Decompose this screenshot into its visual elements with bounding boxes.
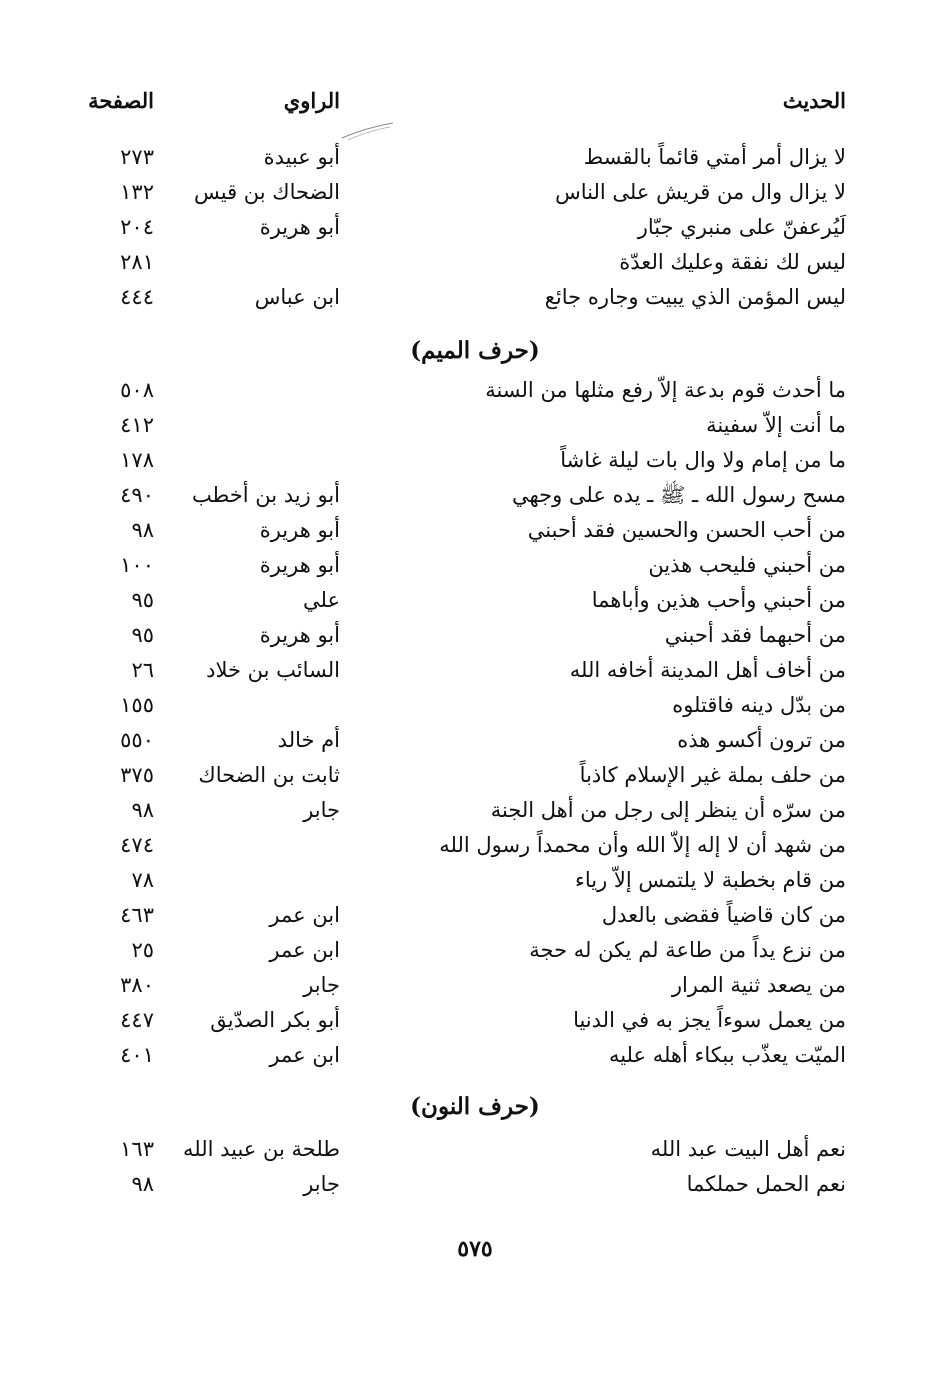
table-row <box>0 175 950 209</box>
page-reference: ٥٠٨ <box>120 378 154 402</box>
narrator-name: الضحاك بن قيس <box>193 180 340 204</box>
hadith-text: من أحبني وأحب هذين وأباهما <box>591 588 846 612</box>
table-row <box>0 443 950 477</box>
hadith-text: من قام بخطبة لا يلتمس إلاّ رياء <box>574 868 846 892</box>
table-row <box>0 210 950 244</box>
narrator-name: أبو زيد بن أخطب <box>191 483 340 507</box>
hadith-text: من نزع يداً من طاعة لم يكن له حجة <box>529 938 846 962</box>
narrator-name: طلحة بن عبيد الله <box>182 1137 340 1161</box>
table-row <box>0 245 950 279</box>
table-row <box>0 478 950 512</box>
page-reference: ٩٨ <box>131 1172 154 1196</box>
table-row <box>0 933 950 967</box>
page-reference: ١٥٥ <box>120 693 154 717</box>
page-reference: ٩٨ <box>131 798 154 822</box>
page-reference: ١٧٨ <box>120 448 154 472</box>
narrator-name: جابر <box>303 1172 340 1196</box>
page-reference: ٤٠١ <box>120 1043 154 1067</box>
hadith-text: من أحبهما فقد أحبني <box>664 623 846 647</box>
narrator-name: أبو هريرة <box>259 553 340 577</box>
narrator-name: أبو هريرة <box>259 518 340 542</box>
table-row <box>0 898 950 932</box>
table-row <box>0 280 950 314</box>
page-reference: ٩٥ <box>131 588 154 612</box>
table-row <box>0 723 950 757</box>
hadith-text: من حلف بملة غير الإسلام كاذباً <box>579 763 846 787</box>
hadith-text: الميّت يعذّب ببكاء أهله عليه <box>608 1043 846 1067</box>
table-row <box>0 653 950 687</box>
page-reference: ٤٤٤ <box>120 285 154 309</box>
table-row <box>0 793 950 827</box>
page-reference: ٥٥٠ <box>120 728 154 752</box>
table-row <box>0 1167 950 1201</box>
page-reference: ١٣٢ <box>120 180 154 204</box>
table-row <box>0 548 950 582</box>
page-reference: ٤٦٣ <box>120 903 154 927</box>
hadith-text: ما أنت إلاّ سفينة <box>706 413 846 437</box>
hadith-text: من يعمل سوءاً يجز به في الدنيا <box>573 1008 846 1032</box>
narrator-name: ثابت بن الضحاك <box>198 763 340 787</box>
page-reference: ٣٧٥ <box>120 763 154 787</box>
narrator-name: أم خالد <box>277 728 340 752</box>
hadith-text: من بدّل دينه فاقتلوه <box>672 693 846 717</box>
table-row <box>0 1003 950 1037</box>
hadith-text: ما من إمام ولا وال بات ليلة غاشاً <box>560 448 846 472</box>
hadith-text: من شهد أن لا إله إلاّ الله وأن محمداً رسول الله <box>439 833 846 857</box>
table-row <box>0 688 950 722</box>
section-title-noon: (حرف النون) <box>410 1093 540 1120</box>
table-row <box>0 408 950 442</box>
hadith-text: من أحب الحسن والحسين فقد أحبني <box>527 518 846 542</box>
table-row <box>0 863 950 897</box>
hadith-text: نعم الحمل حملكما <box>686 1172 846 1196</box>
table-row <box>0 1132 950 1166</box>
page-reference: ٣٨٠ <box>120 973 154 997</box>
table-row <box>0 373 950 407</box>
table-row <box>0 828 950 862</box>
narrator-name: السائب بن خلاد <box>206 658 340 682</box>
table-row <box>0 140 950 174</box>
page-reference: ٤٧٤ <box>120 833 154 857</box>
narrator-name: ابن عمر <box>269 903 340 927</box>
section-title-meem: (حرف الميم) <box>410 337 540 364</box>
table-row <box>0 583 950 617</box>
page-reference: ١٦٣ <box>120 1137 154 1161</box>
hadith-text: مسح رسول الله ـ ﷺ ـ يده على وجهي <box>511 483 846 507</box>
table-row <box>0 758 950 792</box>
hadith-text: ليس المؤمن الذي يبيت وجاره جائع <box>544 285 846 309</box>
table-row <box>0 968 950 1002</box>
table-header <box>0 86 950 116</box>
page-reference: ٢٥ <box>131 938 154 962</box>
hadith-text: لَيُرعفنّ على منبري جبّار <box>637 215 846 239</box>
hadith-text: ليس لك نفقة وعليك العدّة <box>619 250 846 274</box>
hadith-text: من سرّه أن ينظر إلى رجل من أهل الجنة <box>490 798 846 822</box>
table-row <box>0 513 950 547</box>
narrator-name: علي <box>303 588 340 612</box>
hadith-text: من كان قاضياً فقضى بالعدل <box>601 903 846 927</box>
page-reference: ٩٨ <box>131 518 154 542</box>
page-reference: ٢٨١ <box>120 250 154 274</box>
narrator-name: ابن عباس <box>254 285 340 309</box>
narrator-name: ابن عمر <box>269 938 340 962</box>
header-page: الصفحة <box>88 88 154 113</box>
pen-stroke-mark <box>340 120 395 142</box>
narrator-name: جابر <box>303 798 340 822</box>
page-reference: ٩٥ <box>131 623 154 647</box>
hadith-text: من أخاف أهل المدينة أخافه الله <box>569 658 846 682</box>
hadith-text: نعم أهل البيت عبد الله <box>650 1137 846 1161</box>
page-reference: ٤٤٧ <box>120 1008 154 1032</box>
hadith-text: ما أحدث قوم بدعة إلاّ رفع مثلها من السنة <box>485 378 846 402</box>
page-reference: ٢٠٤ <box>120 215 154 239</box>
page-reference: ٢٧٣ <box>120 145 154 169</box>
narrator-name: أبو هريرة <box>259 623 340 647</box>
header-hadith: الحديث <box>782 88 846 113</box>
hadith-text: من يصعد ثنية المرار <box>671 973 846 997</box>
narrator-name: جابر <box>303 973 340 997</box>
page-number: ٥٧٥ <box>457 1236 493 1262</box>
hadith-text: لا يزال أمر أمتي قائماً بالقسط <box>583 145 846 169</box>
narrator-name: أبو بكر الصدّيق <box>210 1008 340 1032</box>
page-reference: ١٠٠ <box>120 553 154 577</box>
table-row <box>0 618 950 652</box>
narrator-name: أبو عبيدة <box>263 145 340 169</box>
page-reference: ٧٨ <box>131 868 154 892</box>
hadith-text: من أحبني فليحب هذين <box>648 553 846 577</box>
hadith-text: من ترون أكسو هذه <box>677 728 846 752</box>
page-reference: ٢٦ <box>131 658 154 682</box>
page-reference: ٤١٢ <box>120 413 154 437</box>
hadith-text: لا يزال وال من قريش على الناس <box>555 180 846 204</box>
narrator-name: ابن عمر <box>269 1043 340 1067</box>
page-reference: ٤٩٠ <box>120 483 154 507</box>
header-narrator: الراوي <box>283 88 340 113</box>
table-row <box>0 1038 950 1072</box>
narrator-name: أبو هريرة <box>259 215 340 239</box>
